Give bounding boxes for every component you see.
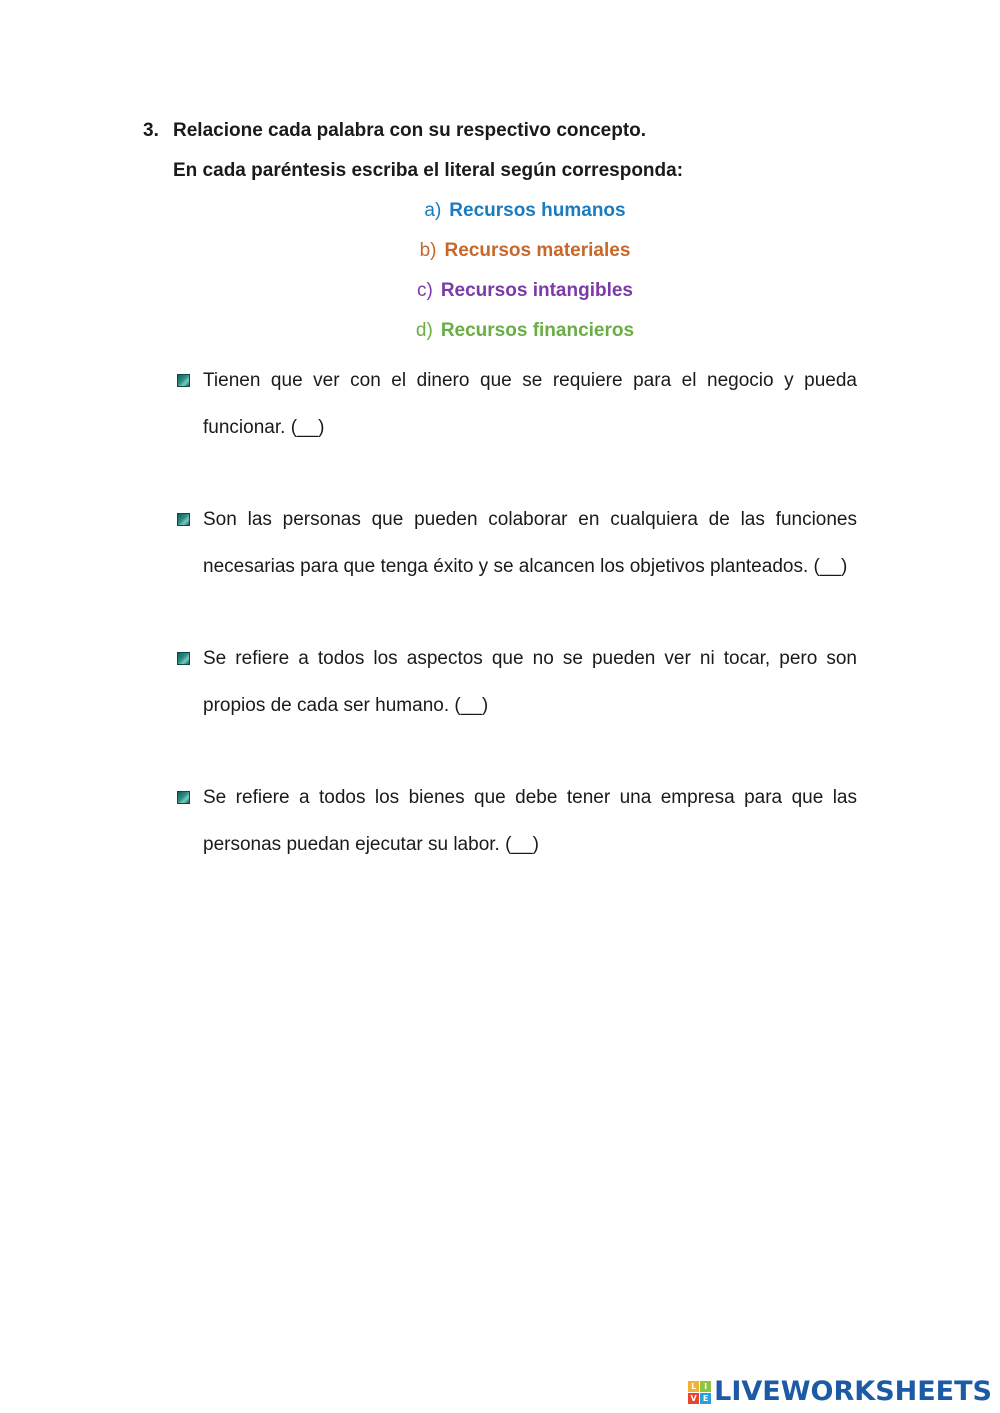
- statement-item: [177, 496, 857, 590]
- option-term: Recursos humanos: [449, 200, 626, 221]
- options-list: [360, 199, 690, 359]
- option-d: [360, 319, 690, 359]
- question-instruction: Relacione cada palabra con su respectivo concepto.: [173, 120, 647, 141]
- statement-text: Se refiere a todos los bienes que debe tener una empresa para que las personas puedan ejecutar su labor.: [203, 787, 857, 855]
- statement-item: [177, 357, 857, 451]
- square-bullet-icon: [177, 374, 190, 387]
- option-letter: c): [417, 280, 433, 301]
- option-term: Recursos intangibles: [440, 280, 633, 301]
- logo-mark-cell: L: [688, 1381, 699, 1392]
- logo-text: LIVEWORKSHEETS: [714, 1376, 992, 1407]
- question-subinstruction: En cada paréntesis escriba el literal según corresponda:: [173, 160, 684, 181]
- answer-blank[interactable]: (__): [505, 834, 539, 855]
- option-letter: d): [415, 320, 433, 341]
- option-c: [360, 279, 690, 319]
- liveworksheets-logo: [688, 1377, 992, 1407]
- option-term: Recursos materiales: [444, 240, 631, 261]
- option-letter: a): [424, 200, 442, 221]
- option-a: [360, 199, 690, 239]
- option-letter: b): [419, 240, 437, 261]
- statement-text: Son las personas que pueden colaborar en cualquiera de las funciones necesarias para que tenga éxito y se alcancen los objetivos planteados.: [203, 509, 857, 577]
- logo-mark-cell: V: [688, 1393, 699, 1404]
- statement-text: Se refiere a todos los aspectos que no se pueden ver ni tocar, pero son propios de cada ser humano.: [203, 648, 857, 716]
- logo-mark-icon: [688, 1381, 711, 1404]
- square-bullet-icon: [177, 791, 190, 804]
- statements-list: [177, 357, 857, 868]
- option-term: Recursos financieros: [440, 320, 635, 341]
- answer-blank[interactable]: (__): [813, 556, 848, 577]
- answer-blank[interactable]: (__): [290, 417, 325, 438]
- square-bullet-icon: [177, 513, 190, 526]
- logo-mark-cell: I: [700, 1381, 711, 1392]
- answer-blank[interactable]: (__): [454, 695, 489, 716]
- option-b: [360, 239, 690, 279]
- statement-item: [177, 635, 857, 729]
- question-number: 3.: [143, 120, 159, 141]
- square-bullet-icon: [177, 652, 190, 665]
- statement-item: [177, 774, 857, 868]
- logo-mark-cell: E: [700, 1393, 711, 1404]
- statement-text: Tienen que ver con el dinero que se requiere para el negocio y pueda funcionar.: [203, 370, 857, 438]
